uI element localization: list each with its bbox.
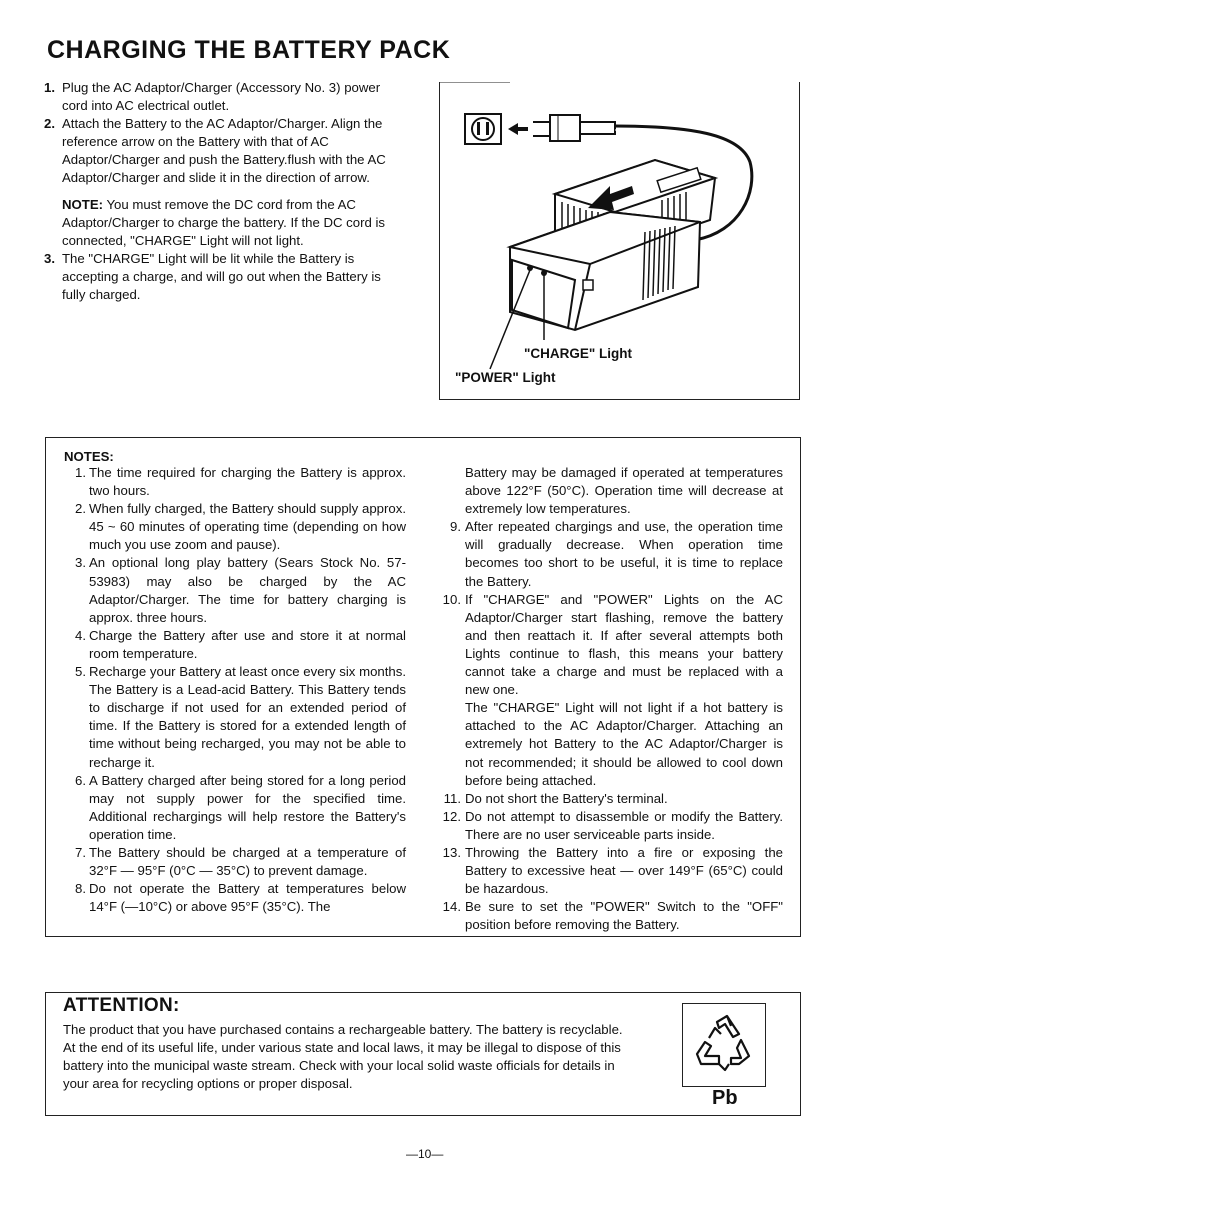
note-text: Recharge your Battery at least once every six months. The Battery is a Lead-acid Battery. This Battery tends to discharge if not used for an extended period of time. If the Battery is stored for a extended length of time without being recharged, you may not be able to recharge it.: [89, 664, 406, 770]
note-number: 9.: [450, 519, 461, 535]
page-number: —10—: [406, 1147, 444, 1161]
outlet-icon: [465, 114, 501, 144]
note-item: [429, 591, 783, 700]
attention-section: [45, 992, 801, 1116]
note-text: A Battery charged after being stored for a long period may not supply power for the specified time. Additional rechargings will help restore the Battery's operation time.: [89, 772, 406, 842]
note-number: 6.: [75, 772, 86, 788]
note-text: Throwing the Battery into a fire or exposing the Battery to excessive heat — over 149°F (65°C) could be hazardous.: [465, 844, 783, 897]
notes-section: [45, 437, 801, 937]
step-number: 2.: [44, 116, 55, 132]
plug-icon: [533, 115, 615, 141]
note-item: [70, 880, 406, 916]
step-text: Plug the AC Adaptor/Charger (Accessory No. 3) power cord into AC electrical outlet.: [62, 80, 381, 114]
note-number: 1.: [75, 465, 86, 480]
step-item: [42, 79, 407, 115]
note-number: 14.: [442, 899, 461, 915]
note-item: [70, 464, 406, 500]
note-continuation: [429, 464, 783, 518]
note-number: 12.: [442, 808, 461, 824]
notes-right-column: [429, 464, 783, 934]
note-number: 2.: [75, 501, 86, 517]
note-number: 4.: [75, 627, 86, 643]
note-text: Do not short the Battery's terminal.: [465, 790, 668, 806]
step-note-text: You must remove the DC cord from the AC Adaptor/Charger to charge the battery. If the DC cord is connected, "CHARGE" Light will not light.: [62, 196, 386, 248]
note-text: Do not operate the Battery at temperatures below 14°F (—10°C) or above 95°F (35°C). The: [89, 881, 406, 915]
note-text: Be sure to set the "POWER" Switch to the "OFF" position before removing the Battery.: [465, 899, 783, 933]
note-item: [429, 518, 783, 590]
page-title: CHARGING THE BATTERY PACK: [47, 36, 451, 64]
note-text: The time required for charging the Battery is approx. two hours.: [89, 465, 406, 499]
note-item: [429, 898, 783, 934]
step-item: [42, 250, 407, 304]
step-note-label: NOTE:: [62, 196, 104, 212]
step-text: The "CHARGE" Light will be lit while the Battery is accepting a charge, and will go out when the Battery is fully charged.: [62, 250, 381, 303]
note-number: 10.: [442, 591, 461, 607]
note-subparagraph: [429, 699, 783, 789]
note-text: The Battery should be charged at a temperature of 32°F — 95°F (0°C — 35°C) to prevent damage.: [89, 844, 406, 879]
lead-symbol-label: Pb: [712, 1087, 738, 1109]
note-item: [70, 554, 406, 626]
charger-base: [510, 212, 700, 330]
note-text: An optional long play battery (Sears Stock No. 57-53983) may also be charged by the AC Adaptor/Charger. The time for battery charging is approx. three hours.: [89, 555, 406, 625]
note-item: [429, 808, 783, 844]
attention-text: The product that you have purchased contains a rechargeable battery. The battery is recyclable. At the end of its useful life, under various state and local laws, it may be illegal to dispose of this battery into the municipal waste stream. Check with your local solid waste officials for details in your area for recycling options or proper disposal.: [63, 1022, 623, 1092]
note-text: The "CHARGE" Light will not light if a hot battery is attached to the AC Adaptor/Charger. Attaching an extremely hot Battery to the AC Adaptor/Charger is not recommended; it should be allowed to cool down before being attached.: [465, 700, 783, 788]
note-number: 5.: [75, 664, 86, 680]
note-text: When fully charged, the Battery should supply approx. 45 ~ 60 minutes of operating time (depending on how much you use zoom and pause).: [89, 501, 406, 553]
note-number: 8.: [75, 881, 86, 897]
note-item: [70, 627, 406, 663]
notes-heading: NOTES:: [64, 449, 114, 464]
note-text: Do not attempt to disassemble or modify the Battery. There are no user serviceable parts inside.: [465, 808, 783, 842]
power-light-label: "POWER" Light: [455, 370, 556, 385]
step-note: [42, 196, 407, 250]
note-text: After repeated chargings and use, the operation time will gradually decrease. When operation time becomes too short to be useful, it is time to replace the Battery.: [465, 519, 783, 589]
note-number: 7.: [75, 844, 86, 860]
note-text: Battery may be damaged if operated at temperatures above 122°F (50°C). Operation time will decrease at extremely low temperatures.: [465, 465, 783, 517]
notes-left-column: [70, 464, 406, 916]
step-text: Attach the Battery to the AC Adaptor/Charger. Align the reference arrow on the Battery with that of AC Adaptor/Charger and push the Battery.flush with the AC Adaptor/Charger and slide it in the direction of arrow.: [62, 116, 386, 186]
note-text: If "CHARGE" and "POWER" Lights on the AC Adaptor/Charger start flashing, remove the battery and then reattach it. If after several attempts both Lights continue to flash, this means your battery cannot take a charge and must be replaced with a new one.: [465, 591, 783, 698]
note-item: [70, 844, 406, 880]
step-item: [42, 115, 407, 187]
step-number: 3.: [44, 250, 55, 266]
note-number: 13.: [442, 844, 461, 860]
note-item: [429, 844, 783, 898]
note-item: [70, 772, 406, 844]
note-item: [429, 790, 783, 808]
step-number: 1.: [44, 80, 55, 95]
charger-illustration: [439, 82, 800, 400]
note-text: Charge the Battery after use and store it at normal room temperature.: [89, 627, 406, 661]
attention-title: ATTENTION:: [63, 995, 180, 1016]
note-item: [70, 663, 406, 772]
recycle-icon: [682, 1003, 766, 1087]
charge-light-label: "CHARGE" Light: [524, 346, 633, 361]
note-number: 11.: [443, 790, 461, 806]
charging-steps: [42, 79, 407, 304]
note-number: 3.: [75, 555, 86, 571]
note-item: [70, 500, 406, 554]
